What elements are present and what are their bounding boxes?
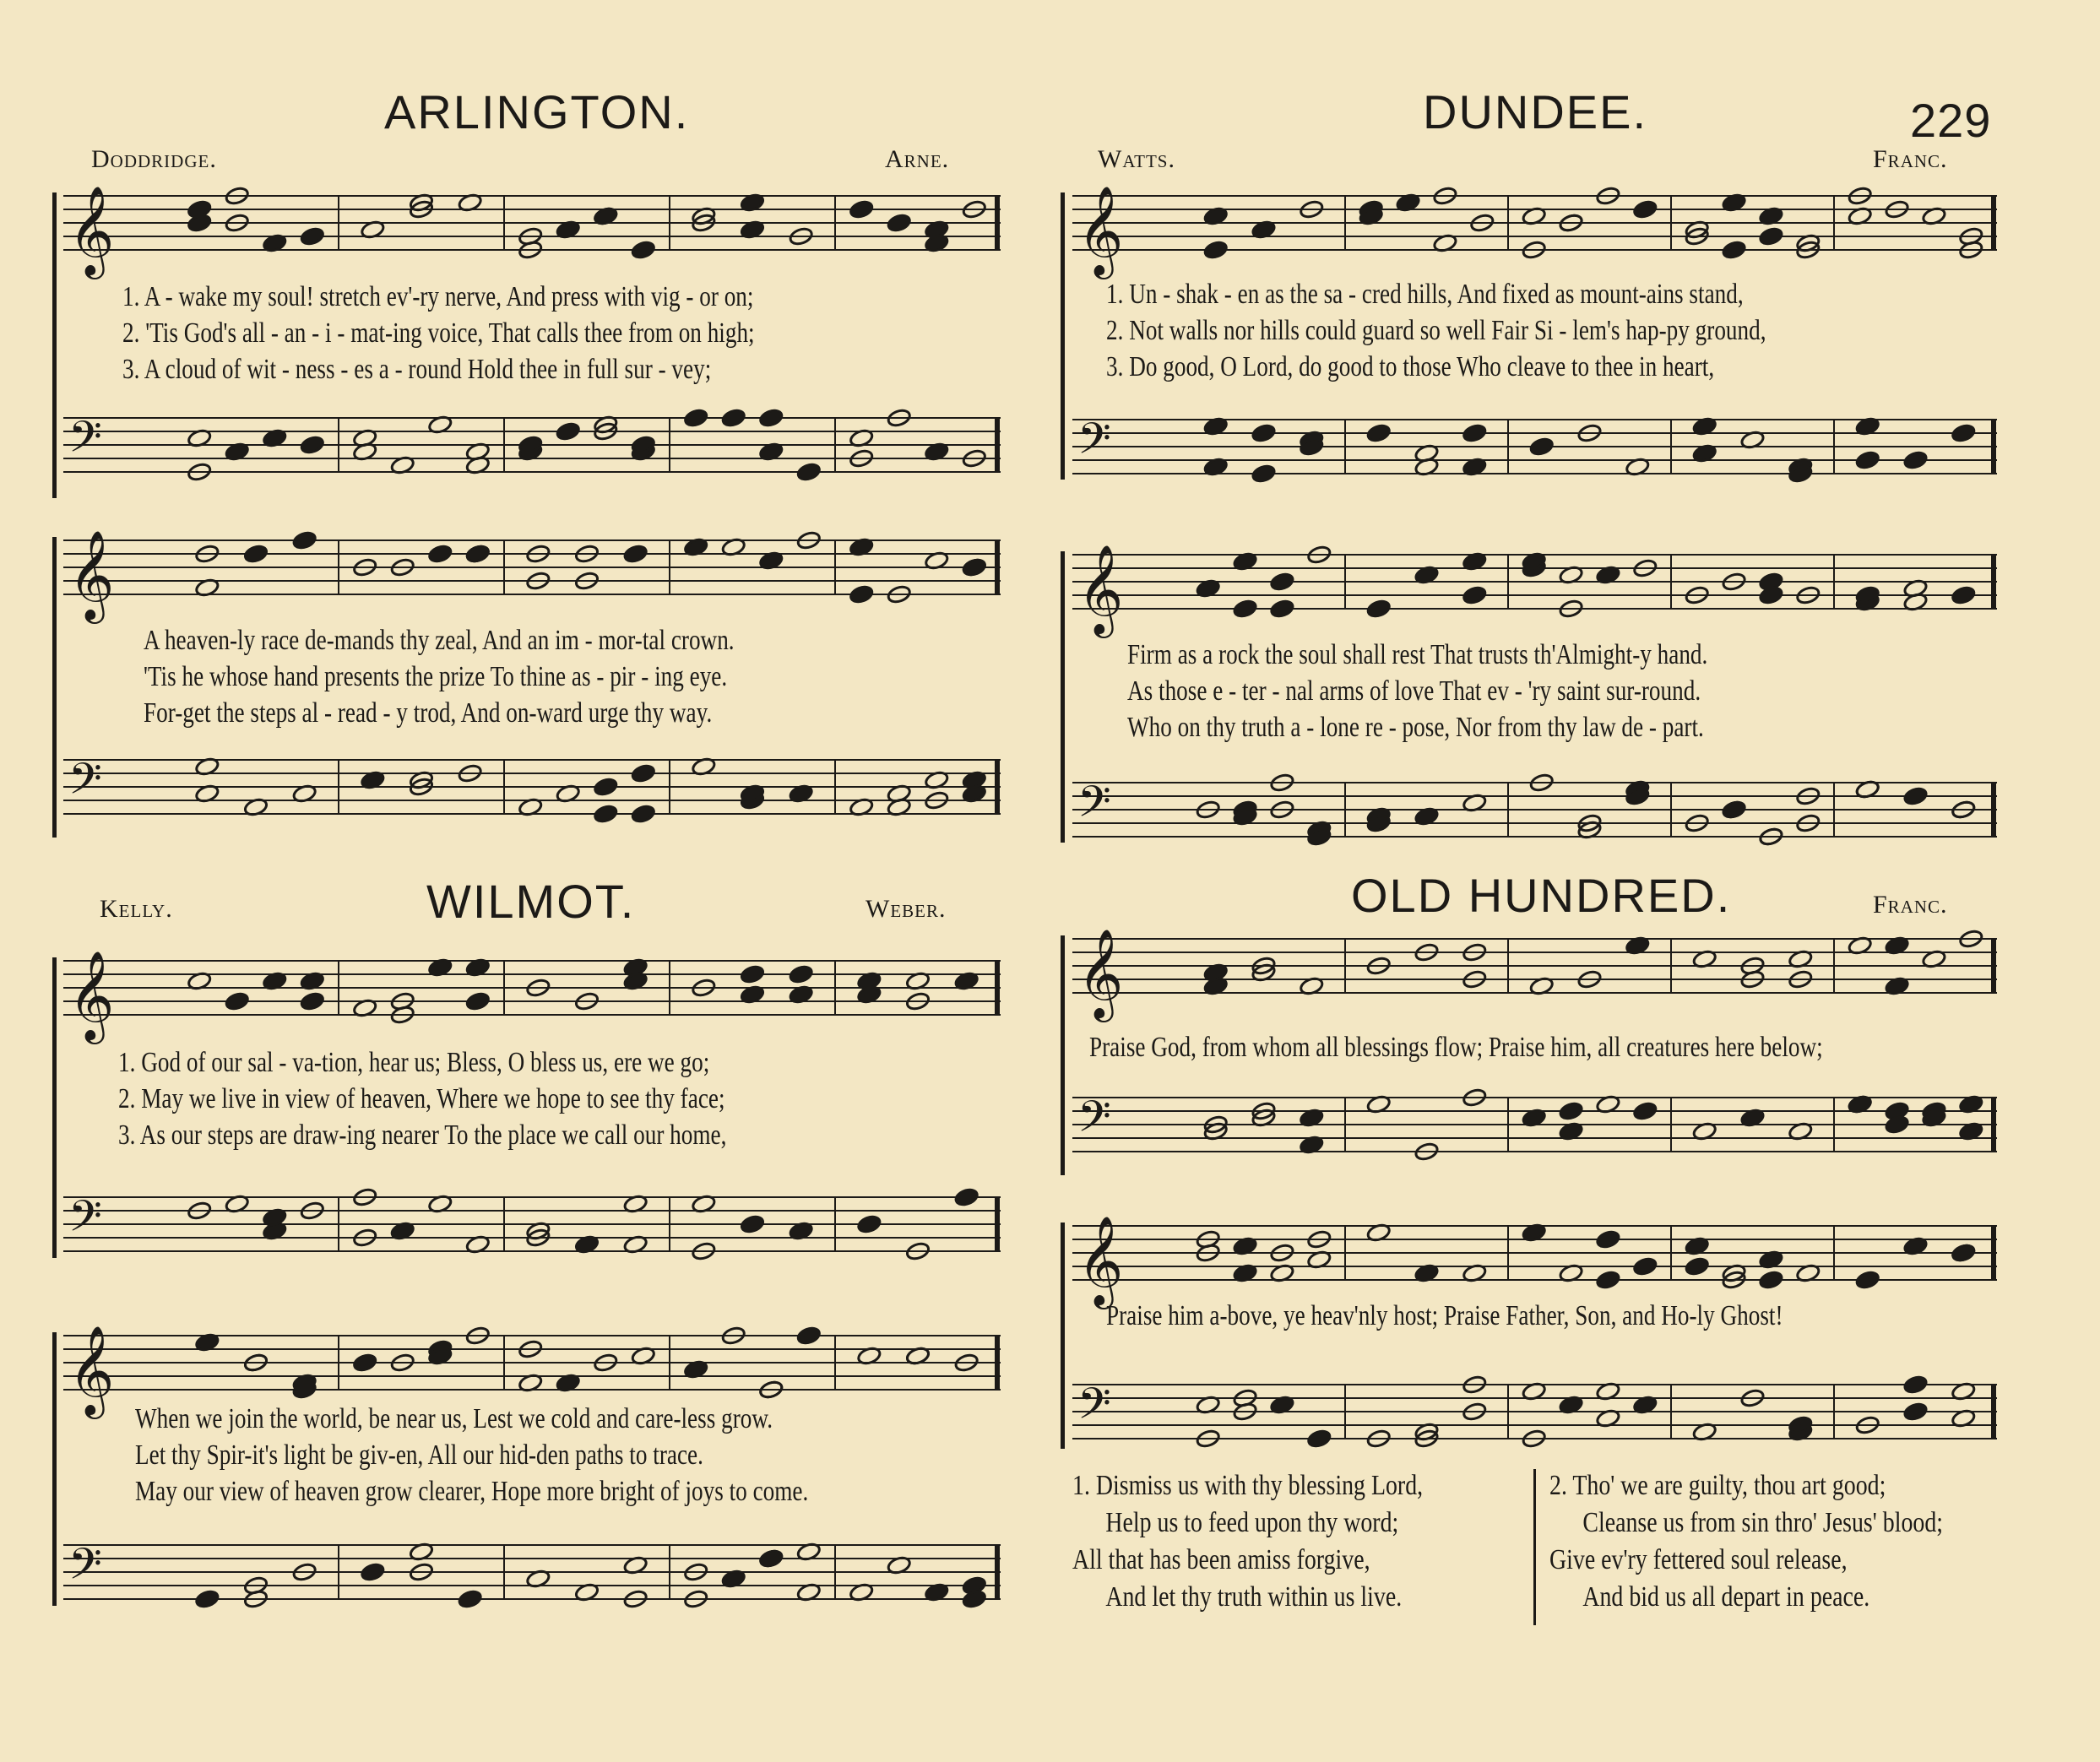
notehead: [789, 964, 814, 984]
stanza-line: Help us to feed upon thy word;: [1105, 1507, 1399, 1538]
system-brace: [1061, 551, 1065, 843]
author-credit-dundee: Watts.: [1098, 145, 1175, 173]
composer-credit-wilmot: Weber.: [866, 895, 947, 923]
lyric-line: When we join the world, be near us, Lest we cold and care-less grow.: [135, 1403, 773, 1434]
treble-clef-icon: 𝄞: [1077, 185, 1124, 275]
notehead: [1366, 423, 1392, 443]
lyric-line: Who on thy truth a - lone re - pose, Nor from thy law de - part.: [1127, 712, 1704, 743]
bass-clef-icon: 𝄢: [68, 753, 102, 815]
notehead: [593, 777, 618, 797]
music-staff: [63, 753, 1001, 815]
notehead: [1758, 1270, 1783, 1290]
music-staff: [1072, 776, 1997, 838]
treble-clef-icon: 𝄞: [68, 1325, 115, 1415]
notehead: [1462, 423, 1487, 443]
notehead: [465, 991, 491, 1011]
bass-clef-icon: 𝄢: [68, 411, 102, 473]
music-staff: [1072, 1215, 1997, 1305]
lyric-line: May our view of heaven grow clearer, Hope more bright of joys to come.: [135, 1476, 809, 1507]
notehead: [1306, 1429, 1332, 1449]
notehead: [849, 584, 874, 605]
lyric-line: 2. Not walls nor hills could guard so well Fair Si - lem's hap-py ground,: [1106, 315, 1766, 346]
treble-clef-icon: 𝄞: [1077, 1215, 1124, 1305]
notehead: [194, 1589, 220, 1609]
lyric-line: Firm as a rock the soul shall rest That trusts th'Almight-y hand.: [1127, 639, 1708, 670]
notehead: [556, 421, 581, 442]
notehead: [1722, 800, 1747, 820]
lyric-line: 1. God of our sal - va-tion, hear us; Bless, O bless us, ere we go;: [118, 1047, 710, 1078]
music-staff: [1072, 413, 1997, 474]
music-staff: [63, 185, 1001, 275]
notehead: [1269, 599, 1294, 619]
composer-credit-arlington: Arne.: [885, 145, 950, 173]
notehead: [796, 1326, 822, 1346]
composer-credit-old-hundred: Franc.: [1873, 891, 1948, 919]
notehead: [1269, 572, 1294, 592]
notehead: [292, 530, 317, 550]
notehead: [962, 557, 987, 577]
notehead: [360, 1562, 385, 1582]
bass-clef-icon: 𝄢: [1077, 413, 1111, 474]
music-staff: [1072, 1378, 1997, 1439]
system-brace: [52, 1332, 57, 1606]
lyric-line: 2. 'Tis God's all - an - i - mat-ing voice, That calls thee from on high;: [122, 317, 755, 349]
system-brace: [1061, 192, 1065, 480]
composer-credit-dundee: Franc.: [1873, 145, 1948, 173]
lyric-line: 1. Un - shak - en as the sa - cred hills, And fixed as mount-ains stand,: [1106, 279, 1744, 310]
music-staff: [1072, 928, 1997, 1018]
music-staff: [63, 1190, 1001, 1252]
system-brace: [1061, 935, 1065, 1175]
hymn-title-arlington: ARLINGTON.: [384, 85, 690, 138]
notehead: [1203, 240, 1229, 260]
author-credit-arlington: Doddridge.: [91, 145, 217, 173]
music-staff: [63, 1538, 1001, 1600]
notehead: [1595, 1229, 1620, 1250]
treble-clef-icon: 𝄞: [1077, 544, 1124, 634]
hymn-title-dundee: DUNDEE.: [1423, 85, 1648, 138]
notehead: [1251, 464, 1277, 484]
lyric-line: A heaven-ly race de-mands thy zeal, And an im - mor-tal crown.: [144, 625, 735, 656]
notehead: [1233, 599, 1258, 619]
notehead: [1632, 199, 1658, 220]
notehead: [1632, 1101, 1658, 1121]
notehead: [593, 804, 618, 824]
notehead: [1632, 1256, 1658, 1277]
bass-clef-icon: 𝄢: [68, 1190, 102, 1252]
notehead: [1595, 1270, 1620, 1290]
music-staff: [1072, 185, 1997, 275]
hymn-title-wilmot: WILMOT.: [426, 875, 636, 928]
stanza-1: [1072, 1467, 1423, 1616]
music-staff: [1072, 544, 1997, 634]
notehead: [683, 408, 708, 428]
notehead: [1855, 450, 1880, 470]
lyric-line: 2. May we live in view of heaven, Where we hope to see thy face;: [118, 1083, 725, 1114]
bass-clef-icon: 𝄢: [1077, 1378, 1111, 1439]
stanza-line: 2. Tho' we are guilty, thou art good;: [1549, 1470, 1886, 1501]
stanza-line: Give ev'ry fettered soul release,: [1549, 1544, 1848, 1575]
music-staff: [63, 1325, 1001, 1415]
notehead: [1529, 436, 1555, 457]
lyric-line: For-get the steps al - read - y trod, And on-ward urge thy way.: [144, 697, 713, 729]
notehead: [300, 991, 325, 1011]
bass-clef-icon: 𝄢: [1077, 1091, 1111, 1152]
music-staff: [63, 950, 1001, 1040]
notehead: [225, 991, 250, 1011]
author-credit-wilmot: Kelly.: [100, 895, 173, 923]
notehead: [954, 1187, 979, 1207]
notehead: [1366, 599, 1392, 619]
hymn-title-old-hundred: OLD HUNDRED.: [1351, 869, 1732, 922]
notehead: [1685, 1256, 1710, 1277]
notehead: [631, 804, 656, 824]
lyric-line: Let thy Spir-it's light be giv-en, All our hid-den paths to trace.: [135, 1439, 703, 1471]
notehead: [1903, 1401, 1929, 1422]
stanza-line: Cleanse us from sin thro' Jesus' blood;: [1582, 1507, 1944, 1538]
notehead: [352, 1353, 377, 1373]
music-staff: [63, 529, 1001, 620]
lyric-line: 'Tis he whose hand presents the prize To thine as - pir - ing eye.: [144, 661, 728, 692]
notehead: [856, 1214, 882, 1234]
notehead: [758, 408, 784, 428]
page-number: 229: [1910, 94, 1992, 147]
notehead: [796, 462, 822, 482]
bass-clef-icon: 𝄢: [68, 1538, 102, 1600]
notehead: [1559, 1101, 1584, 1121]
notehead: [300, 435, 325, 455]
notehead: [1951, 423, 1976, 443]
notehead: [631, 240, 656, 260]
notehead: [1462, 585, 1487, 605]
notehead: [1251, 423, 1277, 443]
notehead: [458, 1589, 483, 1609]
lyric-line: Praise God, from whom all blessings flow; Praise him, all creatures here below;: [1089, 1032, 1823, 1063]
notehead: [1903, 450, 1929, 470]
notehead: [631, 763, 656, 783]
notehead: [465, 544, 491, 564]
music-staff: [63, 411, 1001, 473]
notehead: [721, 408, 746, 428]
treble-clef-icon: 𝄞: [68, 529, 115, 620]
lyric-line: 3. A cloud of wit - ness - es a - round Hold thee in full sur - vey;: [122, 354, 712, 385]
notehead: [849, 199, 874, 220]
notehead: [243, 544, 269, 564]
notehead: [1951, 1243, 1976, 1263]
notehead: [1951, 585, 1976, 605]
notehead: [1855, 1270, 1880, 1290]
system-brace: [1061, 1223, 1065, 1449]
system-brace: [52, 957, 57, 1258]
system-brace: [52, 192, 57, 498]
stanza-line: And let thy truth within us live.: [1105, 1581, 1403, 1613]
lyric-line: Praise him a-bove, ye heav'nly host; Praise Father, Son, and Ho-ly Ghost!: [1106, 1300, 1783, 1331]
treble-clef-icon: 𝄞: [68, 950, 115, 1040]
treble-clef-icon: 𝄞: [68, 185, 115, 275]
notehead: [300, 226, 325, 247]
system-brace: [52, 537, 57, 838]
notehead: [1722, 240, 1747, 260]
music-staff: [1072, 1091, 1997, 1152]
lyric-line: As those e - ter - nal arms of love That ev - 'ry saint sur-round.: [1127, 675, 1701, 707]
stanza-divider: [1533, 1469, 1536, 1625]
notehead: [1903, 1374, 1929, 1395]
lyric-line: 1. A - wake my soul! stretch ev'-ry nerve, And press with vig - or on;: [122, 281, 754, 312]
lyric-line: 3. As our steps are draw-ing nearer To the place we call our home,: [118, 1120, 727, 1151]
notehead: [758, 1548, 784, 1569]
stanza-line: And bid us all depart in peace.: [1582, 1581, 1870, 1613]
notehead: [1758, 226, 1783, 247]
bass-clef-icon: 𝄢: [1077, 776, 1111, 838]
notehead: [427, 544, 453, 564]
stanza-line: All that has been amiss forgive,: [1072, 1544, 1370, 1575]
stanza-line: 1. Dismiss us with thy blessing Lord,: [1072, 1470, 1424, 1501]
lyric-line: 3. Do good, O Lord, do good to those Who cleave to thee in heart,: [1106, 351, 1715, 382]
treble-clef-icon: 𝄞: [1077, 928, 1124, 1018]
notehead: [1903, 786, 1929, 806]
notehead: [740, 1214, 765, 1234]
stanza-2: [1549, 1467, 1943, 1616]
notehead: [740, 964, 765, 984]
notehead: [887, 213, 912, 233]
notehead: [623, 544, 648, 564]
